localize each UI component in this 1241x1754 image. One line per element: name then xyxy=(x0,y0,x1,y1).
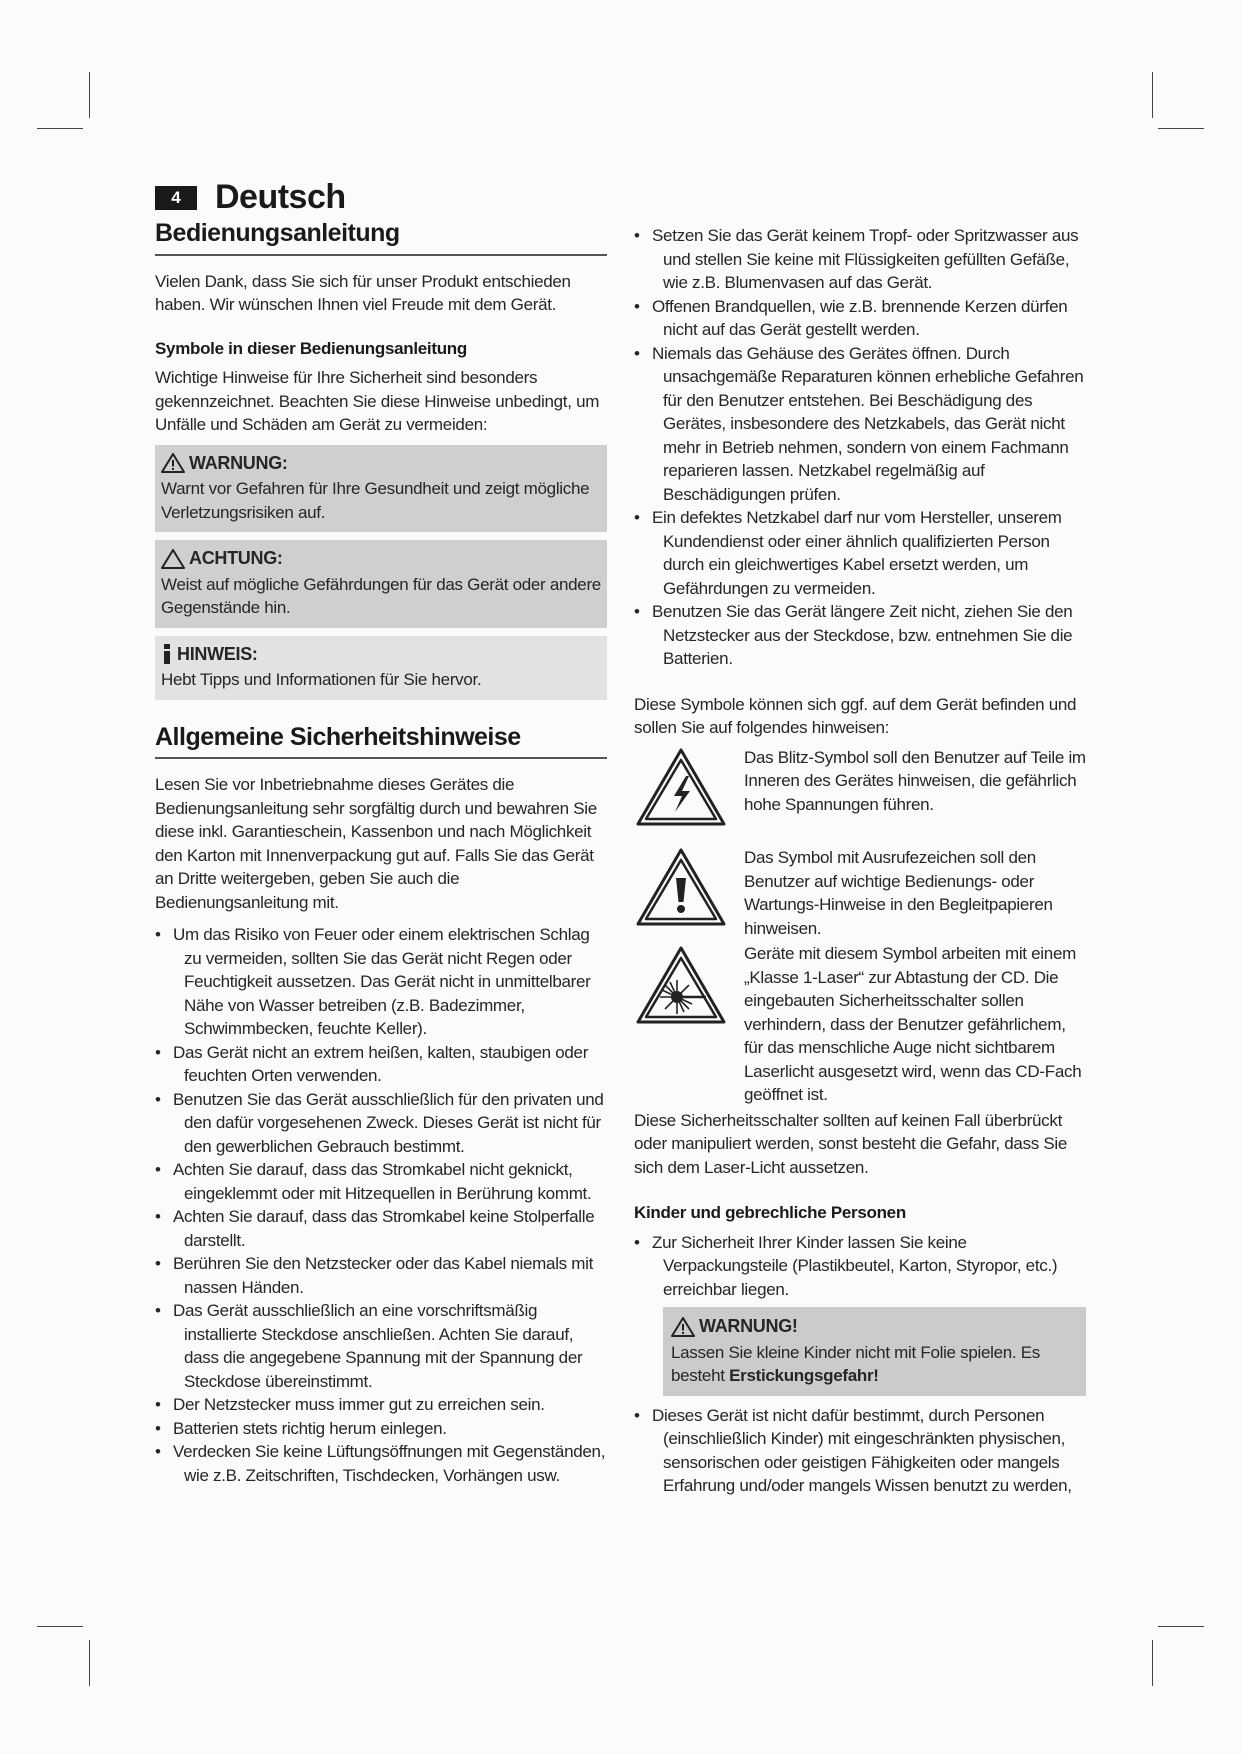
hint-title: HINWEIS: xyxy=(177,643,258,664)
list-item: • Um das Risiko von Feuer oder einem elektrischen Schlag zu vermeiden, sollten Sie das Gerät nicht Regen oder Feuchtigkeit aussetzen. Das Gerät nicht in unmittelbarer Nähe von Wasser betreiben (z.B. Badezimmer, Schwimmbecken, feuchte Keller). xyxy=(155,923,607,1041)
crop-mark xyxy=(1152,72,1153,118)
crop-mark xyxy=(1158,1626,1204,1627)
lightning-symbol-row xyxy=(634,746,1086,835)
laser-symbol-text: Geräte mit diesem Symbol arbeiten mit einem „Klasse 1-Laser“ zur Abtastung der CD. Die eingebauten Sicherheitsschalter sollen verhindern, dass der Benutzer gefährlichem, für das menschliche Auge nicht sichtbarem Laserlicht ausgesetzt wird, wenn das CD-Fach geöffnet ist. xyxy=(744,944,1082,1104)
section-title-manual: Bedienungsanleitung xyxy=(155,222,607,256)
list-item: • Dieses Gerät ist nicht dafür bestimmt, durch Personen (einschließlich Kinder) mit eingeschränkten physischen, sensorischen oder geistigen Fähigkeiten oder mangels Erfahrung und/oder mangels Wissen benutzt zu werden, xyxy=(634,1404,1086,1498)
exclamation-warning-icon xyxy=(634,846,728,928)
list-item: • Der Netzstecker muss immer gut zu erreichen sein. xyxy=(155,1393,607,1417)
safety-intro: Lesen Sie vor Inbetriebnahme dieses Gerätes die Bedienungsanleitung sehr sorgfältig durch und bewahren Sie diese inkl. Garantieschein, Kassenbon und nach Möglichkeit den Karton mit Innenverpackung gut auf. Falls Sie das Gerät an Dritte weitergeben, geben Sie auch die Bedienungsanleitung mit. xyxy=(155,775,597,912)
caution-text: Weist auf mögliche Gefährdungen für das Gerät oder andere Gegenstände hin. xyxy=(161,574,601,617)
language-title: Deutsch xyxy=(215,178,346,216)
warning-box xyxy=(155,445,607,533)
list-item: • Ein defektes Netzkabel darf nur vom Hersteller, unserem Kundendienst oder einer ähnlich qualifizierten Person durch ein gleichwertiges Kabel ersetzt werden, um Gefährdungen zu vermeiden. xyxy=(634,506,1086,600)
list-item: • Setzen Sie das Gerät keinem Tropf- oder Spritzwasser aus und stellen Sie keine mit Flüssigkeiten gefüllten Gefäße, wie z.B. Blumenvasen auf das Gerät. xyxy=(634,224,1086,295)
list-item: • Zur Sicherheit Ihrer Kinder lassen Sie keine Verpackungsteile (Plastikbeutel, Karton, Styropor, etc.) erreichbar liegen. xyxy=(634,1231,1086,1302)
hint-text: Hebt Tipps und Informationen für Sie hervor. xyxy=(161,670,482,689)
caution-triangle-icon xyxy=(161,549,185,569)
right-column xyxy=(634,224,1086,1498)
intro-text: Vielen Dank, dass Sie sich für unser Produkt entschieden haben. Wir wünschen Ihnen viel Freude mit dem Gerät. xyxy=(155,271,571,314)
crop-mark xyxy=(1158,128,1204,129)
page-header xyxy=(155,178,346,217)
left-column xyxy=(155,219,607,1487)
crop-mark xyxy=(1152,1640,1153,1686)
children-warning-box xyxy=(663,1307,1086,1396)
list-item: • Benutzen Sie das Gerät längere Zeit nicht, ziehen Sie den Netzstecker aus der Steckdose, bzw. entnehmen Sie die Batterien. xyxy=(634,600,1086,671)
caution-box xyxy=(155,540,607,628)
list-item: • Berühren Sie den Netzstecker oder das Kabel niemals mit nassen Händen. xyxy=(155,1252,607,1299)
section-title-safety: Allgemeine Sicherheitshinweise xyxy=(155,726,607,760)
children-warning-emphasis: Erstickungsgefahr! xyxy=(729,1366,879,1385)
children-warning-title: WARNUNG! xyxy=(699,1316,798,1336)
warning-triangle-icon xyxy=(671,1317,695,1337)
exclamation-symbol-text: Das Symbol mit Ausrufezeichen soll den Benutzer auf wichtige Bedienungs- oder Wartungs-Hinweise in den Begleitpapieren hinweisen. xyxy=(744,848,1053,938)
laser-note: Diese Sicherheitsschalter sollten auf keinen Fall überbrückt oder manipuliert werden, sonst besteht die Gefahr, dass Sie sich dem Laser-Licht aussetzen. xyxy=(634,1110,1068,1177)
crop-mark xyxy=(89,1640,90,1686)
caution-title: ACHTUNG: xyxy=(189,548,283,568)
exclamation-symbol-row xyxy=(634,846,1086,940)
laser-symbol-row xyxy=(634,942,1086,1107)
children-bullet-list-continued xyxy=(634,1404,1086,1498)
list-item: • Benutzen Sie das Gerät ausschließlich für den privaten und den dafür vorgesehenen Zweck. Dieses Gerät ist nicht für den gewerblichen Gebrauch bestimmt. xyxy=(155,1088,607,1159)
crop-mark xyxy=(37,1626,83,1627)
list-item: • Batterien stets richtig herum einlegen. xyxy=(155,1417,607,1441)
list-item: • Das Gerät ausschließlich an eine vorschriftsmäßig installierte Steckdose anschließen. Achten Sie darauf, dass die angegebene Spannung mit der Spannung der Steckdose übereinstimmt. xyxy=(155,1299,607,1393)
children-warning-text xyxy=(671,1341,1078,1388)
warning-triangle-icon xyxy=(161,453,185,473)
info-icon xyxy=(161,643,173,665)
safety-bullet-list xyxy=(155,923,607,1487)
children-bullet-list xyxy=(634,1231,1086,1302)
safety-bullet-list-continued xyxy=(634,224,1086,671)
page-number: 4 xyxy=(155,186,197,210)
list-item: • Achten Sie darauf, dass das Stromkabel nicht geknickt, eingeklemmt oder mit Hitzequellen in Berührung kommt. xyxy=(155,1158,607,1205)
warning-title: WARNUNG: xyxy=(189,452,288,473)
children-warning-body: Lassen Sie kleine Kinder nicht mit Folie spielen. Es besteht xyxy=(671,1342,1040,1385)
lightning-warning-icon xyxy=(634,746,728,828)
list-item: • Offenen Brandquellen, wie z.B. brennende Kerzen dürfen nicht auf das Gerät gestellt werden. xyxy=(634,295,1086,342)
lightning-symbol-text: Das Blitz-Symbol soll den Benutzer auf Teile im Inneren des Gerätes hinweisen, die gefährlich hohe Spannungen führen. xyxy=(744,747,1086,814)
symbols-heading: Symbole in dieser Bedienungsanleitung xyxy=(155,338,467,358)
hint-box xyxy=(155,636,607,700)
list-item: • Verdecken Sie keine Lüftungsöffnungen mit Gegenständen, wie z.B. Zeitschriften, Tischdecken, Vorhängen usw. xyxy=(155,1440,607,1487)
warning-text: Warnt vor Gefahren für Ihre Gesundheit und zeigt mögliche Verletzungsrisiken auf. xyxy=(161,479,590,522)
list-item: • Das Gerät nicht an extrem heißen, kalten, staubigen oder feuchten Orten verwenden. xyxy=(155,1041,607,1088)
device-symbols-intro: Diese Symbole können sich ggf. auf dem Gerät befinden und sollen Sie auf folgendes hinweisen: xyxy=(634,694,1077,737)
children-heading: Kinder und gebrechliche Personen xyxy=(634,1203,906,1222)
crop-mark xyxy=(89,72,90,118)
list-item: • Achten Sie darauf, dass das Stromkabel keine Stolperfalle darstellt. xyxy=(155,1205,607,1252)
symbols-text: Wichtige Hinweise für Ihre Sicherheit sind besonders gekennzeichnet. Beachten Sie diese Hinweise unbedingt, um Unfälle und Schäden am Gerät zu vermeiden: xyxy=(155,368,600,434)
crop-mark xyxy=(37,128,83,129)
laser-warning-icon xyxy=(634,944,728,1026)
list-item: • Niemals das Gehäuse des Gerätes öffnen. Durch unsachgemäße Reparaturen können erhebliche Gefahren für den Benutzer entstehen. Bei Beschädigung des Gerätes, insbesondere des Netzkabels, das Gerät nicht mehr in Betrieb nehmen, sondern von einem Fachmann reparieren lassen. Netzkabel regelmäßig auf Beschädigungen prüfen. xyxy=(634,342,1086,507)
